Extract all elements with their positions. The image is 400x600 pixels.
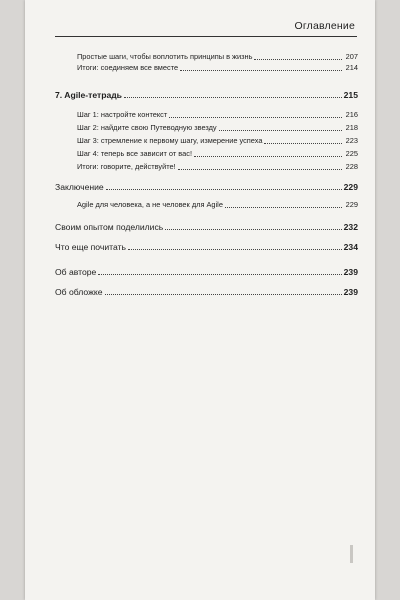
toc-leader-dots	[105, 294, 342, 295]
page-header: Оглавление	[294, 20, 355, 32]
toc-page-number: 234	[343, 242, 358, 252]
toc-entry-label: Об обложке	[55, 287, 103, 297]
toc-page-number: 216	[345, 110, 358, 119]
toc-entry	[55, 52, 358, 62]
toc-page-number: 225	[345, 149, 358, 158]
toc-leader-dots	[254, 59, 342, 60]
toc-page-number: 232	[343, 222, 358, 232]
book-page	[25, 0, 375, 600]
toc-entry	[55, 162, 358, 172]
toc-entry	[55, 149, 358, 159]
toc-leader-dots	[98, 274, 341, 275]
toc-page-number: 207	[345, 52, 358, 61]
toc-entry	[55, 110, 358, 120]
toc-entry-label: Что еще почитать	[55, 242, 127, 252]
toc-entry	[55, 136, 358, 146]
toc-leader-dots	[165, 229, 341, 230]
toc-entry-label: Шаг 2: найдите свою Путеводную звезду	[77, 123, 217, 132]
toc-page-number: 218	[345, 123, 358, 132]
toc-entry-label: Своим опытом поделились	[55, 222, 164, 232]
toc-page-number: 215	[343, 90, 358, 100]
toc-entry	[55, 287, 358, 297]
toc-entry-label: Заключение	[55, 182, 104, 192]
toc-entry-label: Шаг 1: настройте контекст	[77, 110, 168, 119]
toc-entry-label: Простые шаги, чтобы воплотить принципы в жизнь	[77, 52, 253, 61]
toc-entry	[55, 90, 358, 100]
toc-entry-label: Шаг 4: теперь все зависит от вас!	[77, 149, 192, 158]
toc-entry	[55, 267, 358, 277]
toc-page-number: 239	[343, 267, 358, 277]
toc-page-number: 223	[345, 136, 358, 145]
toc-page-number: 229	[345, 200, 358, 209]
toc-entry-label: Шаг 3: стремление к первому шагу, измерение успеха	[77, 136, 263, 145]
toc-entry	[55, 63, 358, 73]
toc-page-number: 229	[343, 182, 358, 192]
toc-entry	[55, 200, 358, 210]
toc-entry	[55, 182, 358, 192]
toc-entry	[55, 222, 358, 232]
toc-leader-dots	[219, 130, 342, 131]
toc-page-number: 239	[343, 287, 358, 297]
toc-entry-label: Итоги: соединяем все вместе	[77, 63, 179, 72]
toc-entry-label: Agile для человека, а не человек для Agile	[77, 200, 223, 209]
toc-entry	[55, 242, 358, 252]
toc-entry-label: Итоги: говорите, действуйте!	[77, 162, 176, 171]
toc-leader-dots	[194, 156, 342, 157]
header-rule	[55, 36, 357, 37]
toc-leader-dots	[169, 117, 342, 118]
toc-entry	[55, 123, 358, 133]
toc-page-number: 228	[345, 162, 358, 171]
toc-leader-dots	[178, 169, 342, 170]
toc-entry-label: 7. Agile-тетрадь	[55, 90, 122, 100]
toc-leader-dots	[124, 97, 342, 98]
toc-leader-dots	[264, 143, 342, 144]
toc-leader-dots	[225, 207, 342, 208]
toc-entry-label: Об авторе	[55, 267, 97, 277]
toc-page-number: 214	[345, 63, 358, 72]
toc-leader-dots	[180, 70, 342, 71]
page-edge-shadow	[350, 545, 353, 563]
toc-leader-dots	[106, 189, 342, 190]
toc-leader-dots	[128, 249, 342, 250]
